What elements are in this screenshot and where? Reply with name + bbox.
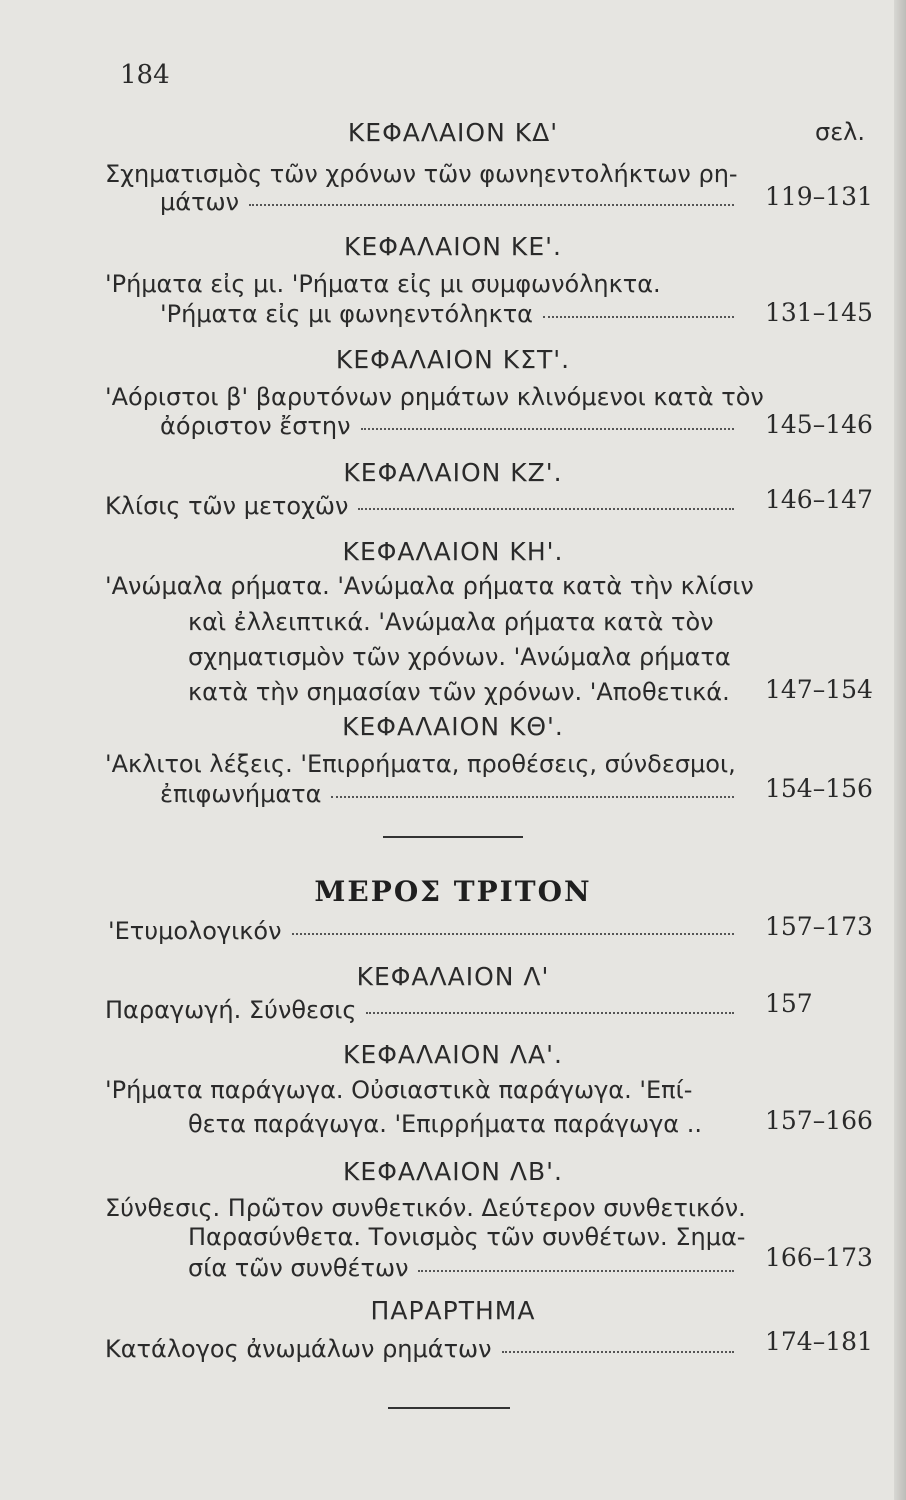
toc-entry-line: Σχηματισμὸς τῶν χρόνων τῶν φωνηεντολήκτων ρη- — [105, 160, 738, 188]
toc-entry-line: μάτων — [160, 188, 742, 216]
page-edge-shadow — [894, 0, 906, 1500]
toc-page-range: 131–145 — [765, 298, 873, 327]
toc-page-range: 157–173 — [765, 912, 873, 941]
toc-page-range: 119–131 — [765, 182, 873, 211]
toc-entry-line: θετα παράγωγα. 'Επιρρήματα παράγωγα .. — [188, 1110, 702, 1138]
chapter-heading: ΚΕΦΑΛΑΙΟΝ Λ' — [356, 962, 550, 991]
toc-entry-line: 'Αόριστοι β' βαρυτόνων ρημάτων κλινόμενοι κατὰ τὸν — [105, 383, 764, 411]
dot-leader — [292, 932, 735, 935]
page-number: 184 — [120, 60, 170, 90]
toc-entry-line: Κλίσις τῶν μετοχῶν — [105, 492, 742, 520]
toc-page-range: 157–166 — [765, 1106, 873, 1135]
toc-entry-line: 'Ρήματα εἰς μι φωνηεντόληκτα — [160, 300, 742, 328]
toc-page-range: 154–156 — [765, 774, 873, 803]
chapter-heading: ΚΕΦΑΛΑΙΟΝ ΚΗ'. — [342, 537, 564, 566]
dot-leader — [543, 315, 734, 318]
page-column-header: σελ. — [815, 118, 866, 146]
toc-page-range: 174–181 — [765, 1327, 873, 1356]
dot-leader — [358, 507, 734, 510]
dot-leader — [502, 1350, 734, 1353]
toc-entry-line: ἐπιφωνήματα — [160, 780, 742, 808]
toc-entry-line: Παραγωγή. Σύνθεσις — [105, 996, 742, 1024]
section-divider — [383, 836, 523, 838]
chapter-heading: ΚΕΦΑΛΑΙΟΝ ΚΖ'. — [343, 458, 563, 487]
toc-entry-line: 'Ρήματα παράγωγα. Οὐσιαστικὰ παράγωγα. 'Επί- — [105, 1076, 693, 1104]
toc-page-range: 146–147 — [765, 485, 873, 514]
dot-leader — [418, 1269, 734, 1272]
toc-entry-line: κατὰ τὴν σημασίαν τῶν χρόνων. 'Αποθετικά. — [188, 678, 730, 706]
chapter-heading: ΚΕΦΑΛΑΙΟΝ ΛΑ'. — [343, 1040, 563, 1069]
toc-page-range: 147–154 — [765, 675, 873, 704]
chapter-heading: ΚΕΦΑΛΑΙΟΝ ΚΘ'. — [342, 712, 564, 741]
toc-entry-line: 'Ακλιτοι λέξεις. 'Επιρρήματα, προθέσεις, σύνδεσμοι, — [105, 750, 736, 778]
dot-leader — [366, 1011, 734, 1014]
toc-entry-line: 'Ετυμολογικόν — [108, 917, 742, 945]
toc-entry-line: καὶ ἐλλειπτικά. 'Ανώμαλα ρήματα κατὰ τὸν — [188, 608, 714, 636]
toc-page-range: 157 — [765, 989, 813, 1018]
toc-entry-line: Παρασύνθετα. Τονισμὸς τῶν συνθέτων. Σημα- — [188, 1223, 746, 1251]
toc-entry-line: σία τῶν συνθέτων — [188, 1254, 742, 1282]
appendix-heading: ΠΑΡΑΡΤΗΜΑ — [370, 1296, 536, 1325]
toc-page-range: 145–146 — [765, 410, 873, 439]
toc-entry-line: Σύνθεσις. Πρῶτον συνθετικόν. Δεύτερον συνθετικόν. — [105, 1194, 746, 1222]
dot-leader — [249, 203, 734, 206]
chapter-heading: ΚΕΦΑΛΑΙΟΝ ΚΣΤ'. — [335, 345, 571, 374]
toc-entry-line: ἀόριστον ἔστην — [160, 412, 742, 440]
toc-entry-line: 'Ρήματα εἰς μι. 'Ρήματα εἰς μι συμφωνόληκτα. — [105, 270, 661, 298]
dot-leader — [331, 795, 734, 798]
toc-entry-line: 'Ανώμαλα ρήματα. 'Ανώμαλα ρήματα κατὰ τὴν κλίσιν — [105, 572, 754, 600]
toc-entry-line: σχηματισμὸν τῶν χρόνων. 'Ανώμαλα ρήματα — [188, 643, 731, 671]
chapter-heading: ΚΕΦΑΛΑΙΟΝ ΛΒ'. — [343, 1157, 563, 1186]
toc-page-range: 166–173 — [765, 1243, 873, 1272]
chapter-heading: ΚΕΦΑΛΑΙΟΝ ΚΔ' — [347, 118, 559, 147]
dot-leader — [361, 427, 735, 430]
end-divider — [388, 1407, 510, 1409]
chapter-heading: ΚΕΦΑΛΑΙΟΝ ΚΕ'. — [344, 232, 562, 261]
part-title: ΜΕΡΟΣ ΤΡΙΤΟΝ — [314, 875, 592, 908]
toc-entry-line: Κατάλογος ἀνωμάλων ρημάτων — [105, 1335, 742, 1363]
